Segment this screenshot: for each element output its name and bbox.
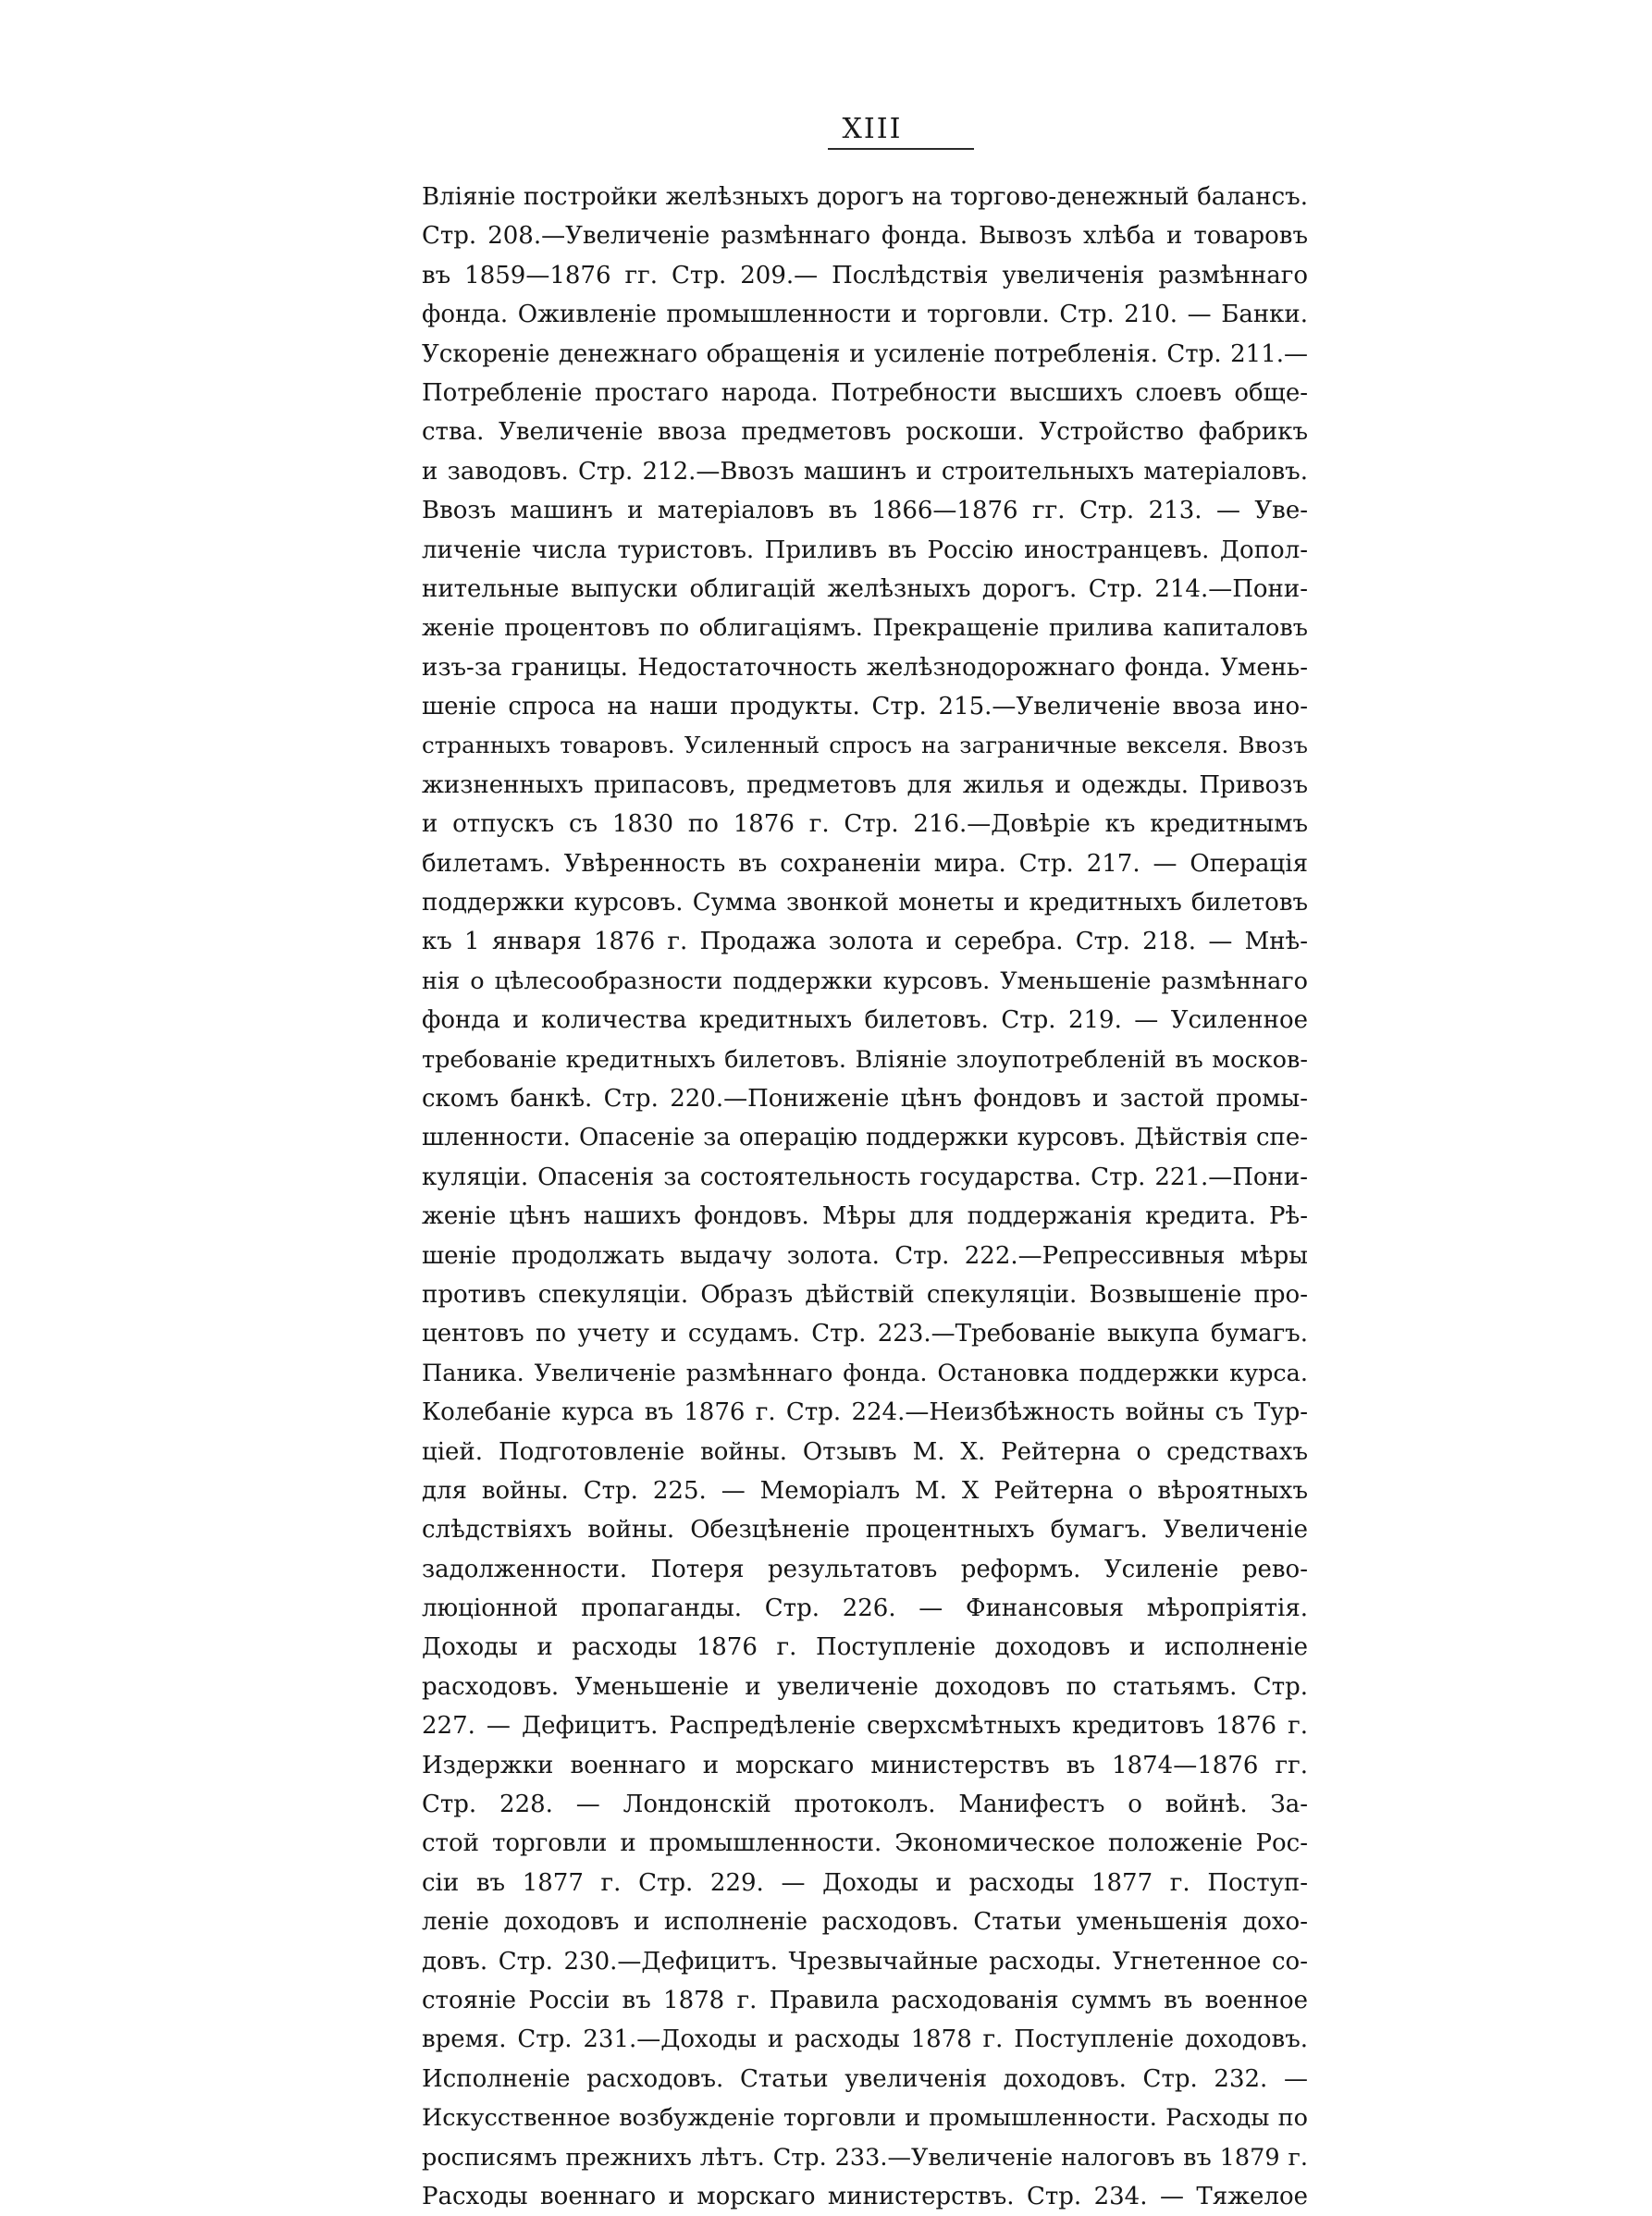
text-line: задолженности. Потеря результатовъ реформъ. Усиленіе рево- <box>422 1555 1308 1583</box>
text-line: слѣдствіяхъ войны. Обезцѣненіе процентныхъ бумагъ. Увеличеніе <box>422 1516 1308 1545</box>
text-line: время. Стр. 231.—Доходы и расходы 1878 г. Поступленіе доходовъ. <box>422 2025 1308 2054</box>
text-line: Расходы военнаго и морскаго министерствъ. Стр. 234. — Тяжелое <box>422 2182 1308 2210</box>
text-line: требованіе кредитныхъ билетовъ. Вліяніе злоупотребленій въ москов- <box>422 1045 1308 1074</box>
text-line: фонда. Оживленіе промышленности и торговли. Стр. 210. — Банки. <box>422 301 1308 329</box>
text-line: ціей. Подготовленіе войны. Отзывъ М. Х. Рейтерна о средствахъ <box>422 1437 1308 1466</box>
text-line: Издержки военнаго и морскаго министерствъ въ 1874—1876 гг. <box>422 1751 1308 1779</box>
text-line: Доходы и расходы 1876 г. Поступленіе доходовъ и исполненіе <box>422 1633 1308 1662</box>
text-line: жизненныхъ припасовъ, предметовъ для жилья и одежды. Привозъ <box>422 770 1308 799</box>
text-line: женіе цѣнъ нашихъ фондовъ. Мѣры для поддержанія кредита. Рѣ- <box>422 1202 1308 1231</box>
text-line: скомъ банкѣ. Стр. 220.—Пониженіе цѣнъ фондовъ и застой промы- <box>422 1084 1308 1113</box>
text-line: къ 1 января 1876 г. Продажа золота и серебра. Стр. 218. — Мнѣ- <box>422 928 1308 956</box>
text-line: куляціи. Опасенія за состоятельность государства. Стр. 221.—Пони- <box>422 1163 1308 1191</box>
text-body <box>422 178 1308 2216</box>
text-line: для войны. Стр. 225. — Меморіалъ М. Х Рейтерна о вѣроятныхъ <box>422 1476 1308 1505</box>
text-line: ства. Увеличеніе ввоза предметовъ роскоши. Устройство фабрикъ <box>422 418 1308 447</box>
text-line: Вліяніе постройки желѣзныхъ дорогъ на торгово-денежный балансъ. <box>422 183 1308 211</box>
page-number: XIII <box>842 113 903 145</box>
text-line: шеніе спроса на наши продукты. Стр. 215.—Увеличеніе ввоза ино- <box>422 693 1308 721</box>
text-line: фонда и количества кредитныхъ билетовъ. Стр. 219. — Усиленное <box>422 1006 1308 1035</box>
text-line: Потребленіе простаго народа. Потребности высшихъ слоевъ обще- <box>422 378 1308 407</box>
text-line: довъ. Стр. 230.—Дефицитъ. Чрезвычайные расходы. Угнетенное со- <box>422 1947 1308 1976</box>
text-line: Паника. Увеличеніе размѣннаго фонда. Остановка поддержки курса. <box>422 1359 1308 1387</box>
text-line: центовъ по учету и ссудамъ. Стр. 223.—Требованіе выкупа бумагъ. <box>422 1320 1308 1348</box>
text-line: нительные выпуски облигацій желѣзныхъ дорогъ. Стр. 214.—Пони- <box>422 574 1308 603</box>
text-line: въ 1859—1876 гг. Стр. 209.— Послѣдствія увеличенія размѣннаго <box>422 261 1308 289</box>
text-line: сіи въ 1877 г. Стр. 229. — Доходы и расходы 1877 г. Поступ- <box>422 1868 1308 1897</box>
text-line: расходовъ. Уменьшеніе и увеличеніе доходовъ по статьямъ. Стр. <box>422 1672 1308 1701</box>
text-line: стой торговли и промышленности. Экономическое положеніе Рос- <box>422 1829 1308 1858</box>
text-line: Колебаніе курса въ 1876 г. Стр. 224.—Неизбѣжность войны съ Тур- <box>422 1398 1308 1427</box>
text-line: поддержки курсовъ. Сумма звонкой монеты и кредитныхъ билетовъ <box>422 889 1308 917</box>
text-line: Стр. 228. — Лондонскій протоколъ. Манифестъ о войнѣ. За- <box>422 1791 1308 1819</box>
text-line: 227. — Дефицитъ. Распредѣленіе сверхсмѣтныхъ кредитовъ 1876 г. <box>422 1712 1308 1741</box>
text-line: Исполненіе расходовъ. Статьи увеличенія доходовъ. Стр. 232. — <box>422 2064 1308 2093</box>
text-line: женіе процентовъ по облигаціямъ. Прекращеніе прилива капиталовъ <box>422 614 1308 643</box>
text-line: Ускореніе денежнаго обращенія и усиленіе потребленія. Стр. 211.— <box>422 339 1308 368</box>
text-line: леніе доходовъ и исполненіе расходовъ. Статьи уменьшенія дохо- <box>422 1908 1308 1937</box>
text-line: шеніе продолжать выдачу золота. Стр. 222.—Репрессивныя мѣры <box>422 1241 1308 1270</box>
text-line: странныхъ товаровъ. Усиленный спросъ на заграничные векселя. Ввозъ <box>422 732 1308 759</box>
text-line: Стр. 208.—Увеличеніе размѣннаго фонда. Вывозъ хлѣба и товаровъ <box>422 222 1308 251</box>
text-line: личеніе числа туристовъ. Приливъ въ Россію иностранцевъ. Допол- <box>422 536 1308 564</box>
text-line: Ввозъ машинъ и матеріаловъ въ 1866—1876 гг. Стр. 213. — Уве- <box>422 497 1308 525</box>
text-line: изъ-за границы. Недостаточность желѣзнодорожнаго фонда. Умень- <box>422 653 1308 682</box>
text-line: люціонной пропаганды. Стр. 226. — Финансовыя мѣропріятія. <box>422 1594 1308 1623</box>
text-line: нія о цѣлесообразности поддержки курсовъ. Уменьшеніе размѣннаго <box>422 966 1308 995</box>
text-line: стояніе Россіи въ 1878 г. Правила расходованія суммъ въ военное <box>422 1986 1308 2014</box>
text-line: Искусственное возбужденіе торговли и промышленности. Расходы по <box>422 2104 1308 2133</box>
header-rule <box>828 148 974 150</box>
text-line: росписямъ прежнихъ лѣтъ. Стр. 233.—Увеличеніе налоговъ въ 1879 г. <box>422 2143 1308 2172</box>
text-line: билетамъ. Увѣренность въ сохраненіи мира. Стр. 217. — Операція <box>422 849 1308 878</box>
text-line: и заводовъ. Стр. 212.—Ввозъ машинъ и строительныхъ матеріаловъ. <box>422 457 1308 486</box>
text-line: противъ спекуляціи. Образъ дѣйствій спекуляціи. Возвышеніе про- <box>422 1280 1308 1309</box>
text-line: и отпускъ съ 1830 по 1876 г. Стр. 216.—Довѣріе къ кредитнымъ <box>422 810 1308 839</box>
text-line: шленности. Опасеніе за операцію поддержки курсовъ. Дѣйствія спе- <box>422 1124 1308 1152</box>
